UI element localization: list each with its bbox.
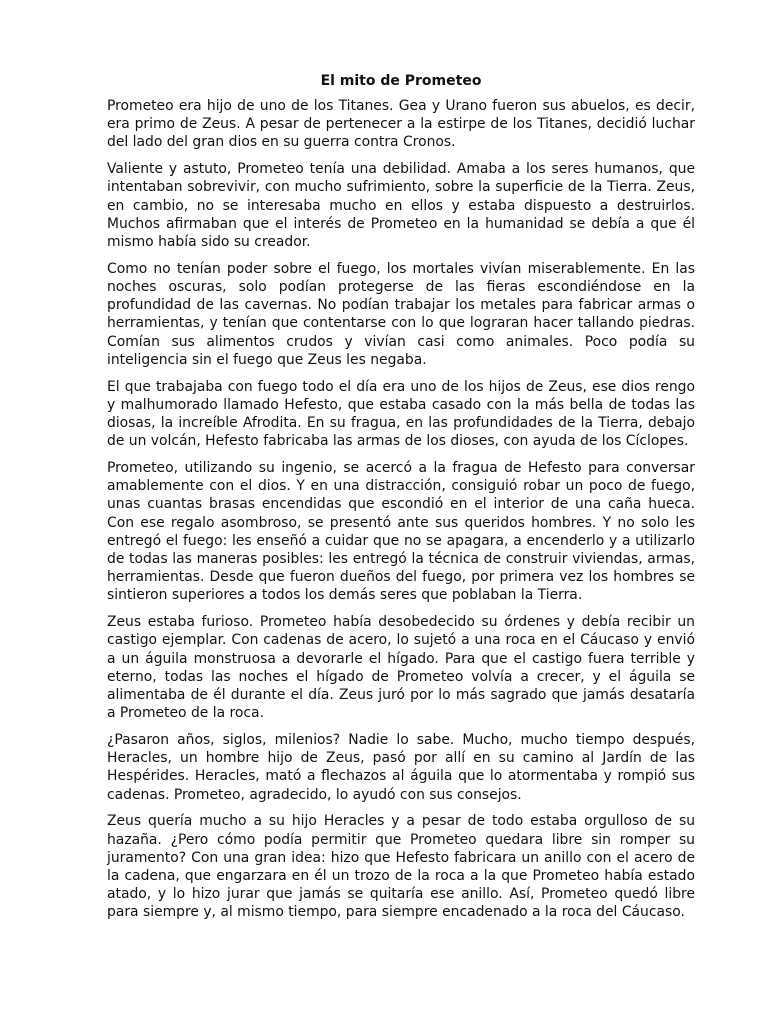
paragraph-3: Como no tenían poder sobre el fuego, los mortales vivían miserablemente. En las noches oscuras, solo podían protegerse de las fieras escondiéndose en la profundidad de las cavernas. No podían trabajar los metales para fabricar armas o herramientas, y tenían que contentarse con lo que lograran hacer tallando piedras. Comían sus alimentos crudos y vivían casi como animales. Poco podía su inteligencia sin el fuego que Zeus les negaba. xyxy=(107,260,695,368)
paragraph-7: ¿Pasaron años, siglos, milenios? Nadie lo sabe. Mucho, mucho tiempo después, Heracles, un hombre hijo de Zeus, pasó por allí en su camino al Jardín de las Hespérides. Heracles, mató a flechazos al águila que lo atormentaba y rompió sus cadenas. Prometeo, agradecido, lo ayudó con sus consejos. xyxy=(107,732,695,803)
paragraph-2: Valiente y astuto, Prometeo tenía una debilidad. Amaba a los seres humanos, que intentaban sobrevivir, con mucho sufrimiento, sobre la superficie de la Tierra. Zeus, en cambio, no se interesaba mucho en ellos y estaba dispuesto a destruirlos. Muchos afirmaban que el interés de Prometeo en la humanidad se debía a que él mismo había sido su creador. xyxy=(107,161,695,251)
paragraph-1: Prometeo era hijo de uno de los Titanes. Gea y Urano fueron sus abuelos, es decir, era primo de Zeus. A pesar de pertenecer a la estirpe de los Titanes, decidió luchar del lado del gran dios en su guerra contra Cronos. xyxy=(107,98,695,151)
document-title: El mito de Prometeo xyxy=(320,73,482,89)
paragraph-5: Prometeo, utilizando su ingenio, se acercó a la fragua de Hefesto para conversar amablemente con el dios. Y en una distracción, consiguió robar un poco de fuego, unas cuantas brasas encendidas que escondió en el interior de una caña hueca. Con ese regalo asombroso, se presentó ante sus queridos hombres. Y no solo les entregó el fuego: les enseñó a cuidar que no se apagara, a encenderlo y a utilizarlo de todas las maneras posibles: les entregó la técnica de construir viviendas, armas, herramientas. Desde que fueron dueños del fuego, por primera vez los hombres se sintieron superiores a todos los demás seres que poblaban la Tierra. xyxy=(107,460,695,604)
paragraph-4: El que trabajaba con fuego todo el día era uno de los hijos de Zeus, ese dios rengo y malhumorado llamado Hefesto, que estaba casado con la más bella de todas las diosas, la increíble Afrodita. En su fragua, en las profundidades de la Tierra, debajo de un volcán, Hefesto fabricaba las armas de los dioses, con ayuda de los Cíclopes. xyxy=(107,378,695,450)
paragraph-6: Zeus estaba furioso. Prometeo había desobedecido su órdenes y debía recibir un castigo ejemplar. Con cadenas de acero, lo sujetó a una roca en el Cáucaso y envió a un águila monstruosa a devorarle el hígado. Para que el castigo fuera terrible y eterno, todas las noches el hígado de Prometeo volvía a crecer, y el águila se alimentaba de él durante el día. Zeus juró por lo más sagrado que jamás desataría a Prometeo de la roca. xyxy=(107,614,695,722)
document-page xyxy=(107,72,695,930)
paragraph-8: Zeus quería mucho a su hijo Heracles y a pesar de todo estaba orgulloso de su hazaña. ¿Pero cómo podía permitir que Prometeo quedara libre sin romper su juramento? Con una gran idea: hizo que Hefesto fabricara un anillo con el acero de la cadena, que engarzara en él un trozo de la roca a la que Prometeo había estado atado, y lo hizo jurar que jamás se quitaría ese anillo. Así, Prometeo quedó libre para siempre y, al mismo tiempo, para siempre encadenado a la roca del Cáucaso. xyxy=(107,813,695,921)
